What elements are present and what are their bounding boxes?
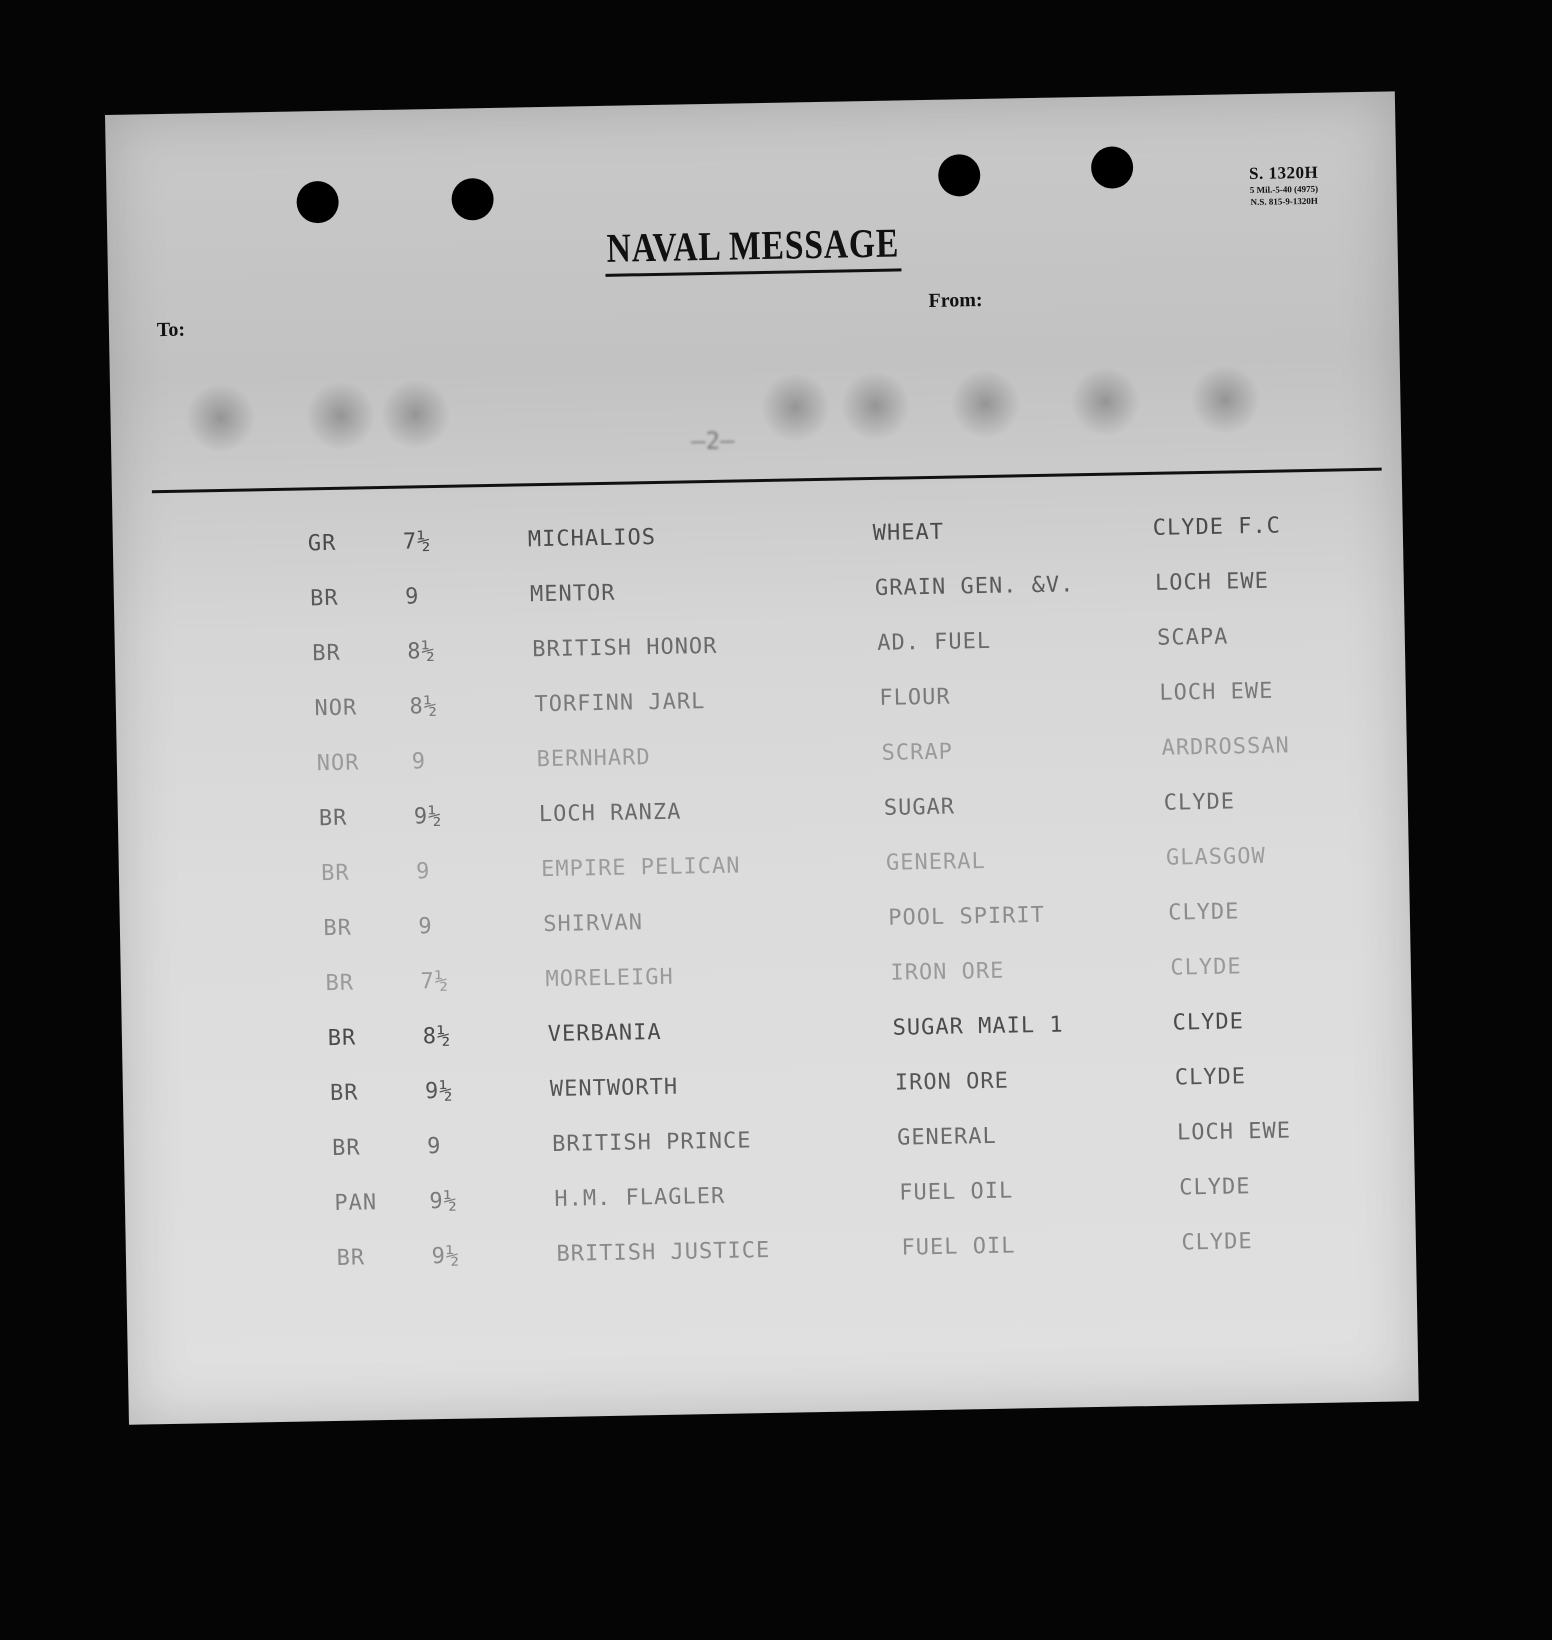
cell-dest: CLYDE (1170, 954, 1242, 981)
cell-ship: VERBANIA (547, 1019, 662, 1048)
table-row (133, 1006, 1424, 1070)
form-code-1: 5 Mil.-5-40 (4975) (1249, 183, 1319, 196)
cell-flag: NOR (314, 695, 358, 722)
cell-dest: LOCH EWE (1176, 1118, 1292, 1146)
table-row (115, 566, 1406, 630)
cell-dest: CLYDE (1172, 1009, 1245, 1036)
table-row (119, 676, 1410, 740)
cell-dest: LOCH EWE (1154, 568, 1270, 596)
cell-flag: NOR (316, 750, 360, 777)
cell-cargo: FUEL OIL (901, 1233, 1016, 1261)
punch-hole (451, 178, 494, 221)
cell-dest: CLYDE (1163, 789, 1236, 816)
cell-ship: LOCH RANZA (538, 799, 682, 828)
cell-speed: 9 (426, 1134, 442, 1160)
table-row (128, 896, 1419, 960)
cell-speed: 9 (418, 914, 433, 940)
table-row (137, 1116, 1428, 1180)
from-label: From: (928, 288, 983, 312)
cell-flag: BR (331, 1135, 361, 1162)
cell-dest: ARDROSSAN (1161, 733, 1291, 761)
cell-speed: 9 (415, 859, 431, 885)
cell-flag: BR (325, 970, 355, 997)
cell-cargo: SUGAR (883, 794, 956, 821)
table-row (130, 951, 1421, 1015)
cell-ship: MICHALIOS (527, 524, 657, 553)
cell-cargo: GRAIN GEN. &V. (874, 572, 1075, 601)
table-row (122, 731, 1413, 795)
cell-speed: 8½ (407, 639, 437, 665)
cell-ship: BRITISH PRINCE (551, 1128, 752, 1157)
cell-ship: MORELEIGH (545, 964, 674, 993)
to-label: To: (156, 318, 186, 342)
table-row (126, 841, 1417, 905)
cell-ship: MENTOR (529, 580, 616, 608)
cell-cargo: SCRAP (881, 739, 954, 766)
cell-flag: BR (320, 860, 350, 887)
cell-cargo: FLOUR (879, 684, 951, 711)
cell-cargo: FUEL OIL (899, 1178, 1014, 1206)
cell-speed: 8½ (422, 1023, 452, 1050)
table-row (124, 786, 1415, 850)
cell-flag: BR (309, 585, 339, 612)
cell-dest: CLYDE (1181, 1229, 1253, 1256)
cell-speed: 7½ (420, 968, 450, 995)
cell-ship: WENTWORTH (549, 1074, 679, 1103)
cell-speed: 9½ (424, 1078, 454, 1105)
table-row (141, 1226, 1432, 1290)
page-number: —2— (690, 426, 735, 456)
cell-speed: 7½ (402, 529, 432, 555)
cell-flag: BR (329, 1080, 359, 1107)
cell-speed: 9 (404, 584, 420, 610)
convoy-ship-list (113, 511, 1403, 1271)
cell-flag: GR (307, 530, 337, 557)
cell-flag: BR (336, 1245, 366, 1271)
table-row (135, 1061, 1426, 1125)
form-number: S. 1320H (1248, 162, 1319, 184)
punch-hole (1091, 146, 1134, 189)
document-title (107, 209, 1398, 286)
cell-cargo: POOL SPIRIT (888, 902, 1046, 931)
cell-ship: BRITISH HONOR (532, 633, 718, 663)
cell-cargo: WHEAT (872, 519, 945, 546)
cell-cargo: AD. FUEL (876, 628, 992, 656)
cell-ship: BRITISH JUSTICE (556, 1238, 771, 1267)
punch-hole (296, 181, 339, 224)
cell-flag: BR (318, 805, 348, 832)
cell-ship: SHIRVAN (543, 910, 644, 938)
cell-dest: LOCH EWE (1159, 678, 1274, 706)
cell-speed: 9½ (431, 1243, 461, 1270)
header-divider (152, 468, 1382, 494)
cell-speed: 8½ (409, 693, 439, 720)
table-row (113, 511, 1404, 575)
cell-flag: BR (312, 640, 342, 667)
cell-cargo: SUGAR MAIL 1 (892, 1012, 1064, 1041)
cell-cargo: GENERAL (885, 848, 986, 876)
cell-flag: PAN (334, 1190, 378, 1216)
form-code-2: N.S. 815-9-1320H (1250, 195, 1318, 208)
cell-ship: H.M. FLAGLER (554, 1183, 726, 1212)
cell-dest: CLYDE (1167, 899, 1240, 926)
cell-dest: CLYDE F.C (1152, 513, 1282, 541)
cell-flag: BR (327, 1025, 357, 1052)
cell-dest: CLYDE (1174, 1064, 1247, 1091)
cell-dest: GLASGOW (1165, 843, 1266, 871)
table-row (117, 621, 1408, 685)
cell-speed: 9½ (413, 803, 443, 830)
cell-ship: BERNHARD (536, 745, 651, 773)
cell-dest: CLYDE (1179, 1174, 1251, 1201)
cell-cargo: IRON ORE (894, 1068, 1010, 1096)
cell-dest: SCAPA (1156, 624, 1229, 651)
cell-speed: 9½ (429, 1188, 459, 1215)
punch-hole (938, 154, 981, 197)
cell-ship: EMPIRE PELICAN (540, 853, 741, 883)
cell-flag: BR (323, 915, 353, 942)
document-title-text: NAVAL MESSAGE (604, 218, 901, 276)
cell-cargo: IRON ORE (890, 958, 1005, 986)
message-form (105, 91, 1419, 1424)
form-number-block (1249, 163, 1319, 208)
table-row (139, 1171, 1430, 1235)
cell-speed: 9 (411, 749, 427, 775)
cell-ship: TORFINN JARL (534, 689, 706, 718)
cell-cargo: GENERAL (896, 1123, 998, 1151)
